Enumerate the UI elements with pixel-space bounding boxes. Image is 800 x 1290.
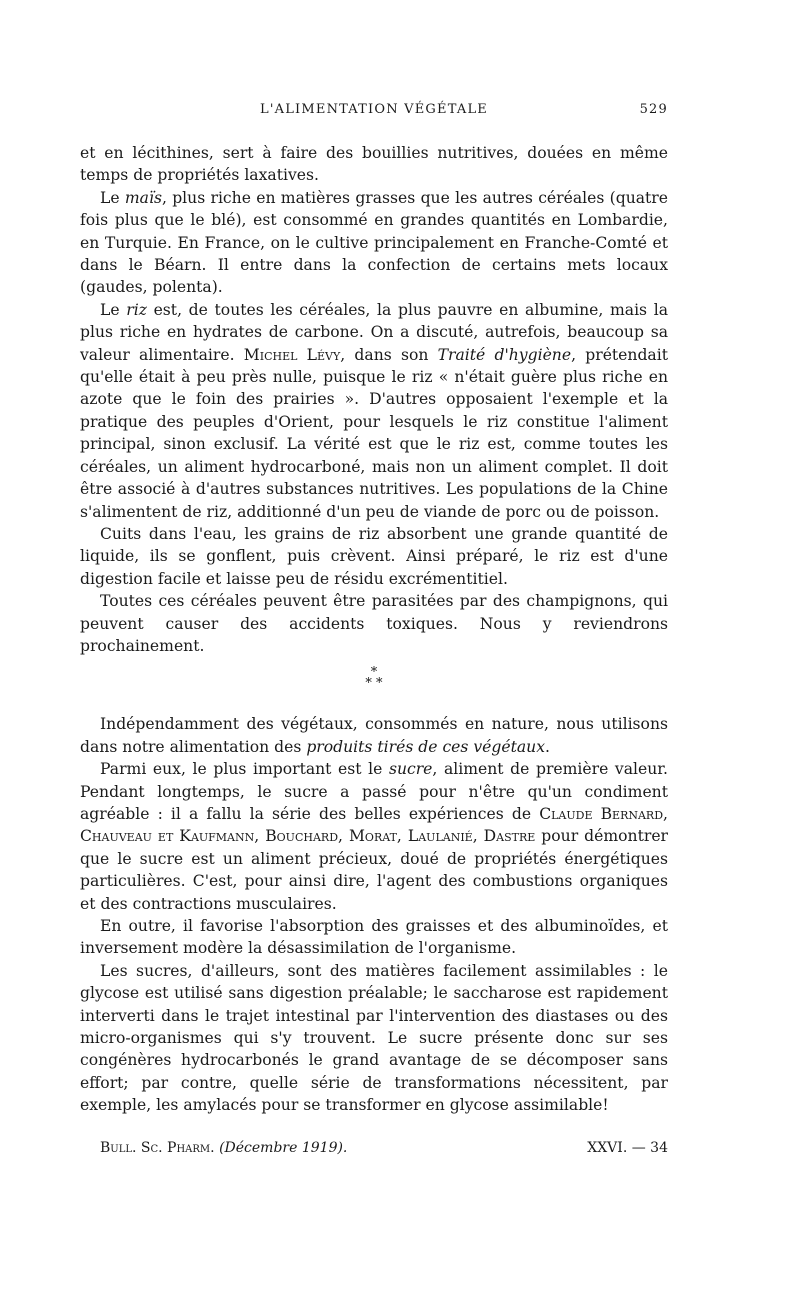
- paragraph-cuisson-riz: Cuits dans l'eau, les grains de riz absorbent une grande quantité de liquide, ils se gonflent, puis crèvent. Ainsi préparé, le riz est d'une digestion facile et laisse peu de résidu excrémentitiel.: [80, 524, 668, 588]
- page-number: 529: [639, 102, 668, 117]
- section-separator-asterism: [80, 665, 668, 692]
- paragraph-riz: Le riz est, de toutes les céréales, la plus pauvre en albumine, mais la plus riche en hydrates de carbone. On a discuté, autrefois, beaucoup sa valeur alimentaire. Michel Lévy, dans son Traité d'hygiène, prétendait qu'elle était à peu près nulle, puisque le riz « n'était guère plus riche en azote que le foin des prairies ». D'autres opposaient l'exemple et la pratique des peuples d'Orient, pour lesquels le riz constitue l'aliment principal, sinon exclusif. La vérité est que le riz est, comme toutes les céréales, un aliment hydrocarboné, mais non un aliment complet. Il doit être associé à d'autres substances nutritives. Les populations de la Chine s'alimentent de riz, additionné d'un peu de viande de porc ou de poisson.: [80, 300, 669, 521]
- paragraph-sucre: Parmi eux, le plus important est le sucre, aliment de première valeur. Pendant longtemps, le sucre a passé pour n'être qu'un condiment agréable : il a fallu la série des belles expériences de Claude Bernard, Chauveau et Kaufmann, Bouchard, Morat, Laulanié, Dastre pour démontrer que le sucre est un aliment précieux, doué de propriétés énergétiques particulières. C'est, pour ainsi dire, l'agent des combustions organiques et des contractions musculaires.: [80, 760, 668, 913]
- paragraph-produits: Indépendamment des végétaux, consommés en nature, nous utilisons dans notre alimentation des produits tirés de ces végétaux.: [80, 715, 668, 756]
- page-footer: [100, 1140, 668, 1160]
- term-riz: riz: [126, 300, 147, 319]
- scientist-names: Claude Bernard, Chauveau et Kaufmann, Bouchard, Morat, Laulanié, Dastre: [80, 804, 668, 846]
- body-text: [80, 142, 668, 1117]
- running-header: [80, 102, 668, 122]
- term-sucre: sucre: [388, 760, 433, 779]
- paragraph-sucres-assimilables: Les sucres, d'ailleurs, sont des matières facilement assimilables : le glycose est utilisé sans digestion préalable; le saccharose est rapidement interverti dans le trajet intestinal par l'intervention des diastases ou des micro-organismes qui s'y trouvent. Le sucre présente donc sur ses congénères hydrocarbonés le grand avantage de se décomposer sans effort; par contre, quelle série de transformations nécessitent, par exemple, les amylacés pour se transformer en glycose assimilable!: [80, 961, 668, 1115]
- footer-date: (Décembre 1919).: [219, 1140, 348, 1156]
- paragraph-cereals-continued: et en lécithines, sert à faire des bouillies nutritives, douées en même temps de propriétés laxatives.: [80, 144, 668, 185]
- term-produits: produits tirés de ces végétaux: [306, 737, 546, 756]
- footer-journal: Bull. Sc. Pharm.: [100, 1140, 215, 1156]
- paragraph-champignons: Toutes ces céréales peuvent être parasitées par des champignons, qui peuvent causer des accidents toxiques. Nous y reviendrons prochainement.: [80, 592, 668, 655]
- author-name: Michel Lévy: [243, 345, 341, 364]
- footer-volume: XXVI. — 34: [587, 1140, 668, 1156]
- paragraph-mais: Le maïs, plus riche en matières grasses que les autres céréales (quatre fois plus que le blé), est consommé en grandes quantités en Lombardie, en Turquie. En France, on le cultive principalement en Franche-Comté et dans le Béarn. Il entre dans la confection de certains mets locaux (gaudes, polenta).: [80, 188, 668, 297]
- running-title: L'ALIMENTATION VÉGÉTALE: [260, 102, 488, 117]
- book-title: Traité d'hygiène: [437, 345, 572, 364]
- asterism-bottom: * *: [365, 676, 383, 692]
- asterism-top: *: [370, 665, 378, 681]
- term-mais: maïs: [124, 188, 162, 207]
- paragraph-absorption: En outre, il favorise l'absorption des graisses et des albuminoïdes, et inversement modère la désassimilation de l'organisme.: [80, 917, 668, 958]
